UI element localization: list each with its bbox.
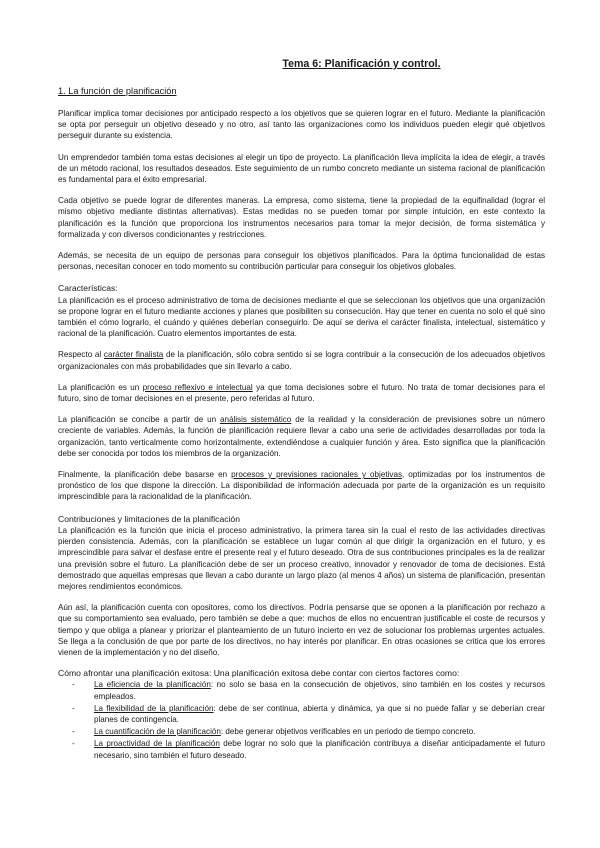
text-segment: : debe de ser continua, abierta y dinámica, ya que si no puede fallar y se deberían crear planes de contingencia. — [94, 703, 545, 724]
underlined-term: La flexibilidad de la planificación — [94, 703, 214, 713]
list-item — [94, 679, 545, 701]
list-item — [94, 726, 545, 737]
text-segment: Finalmente, la planificación debe basarse en — [58, 470, 232, 480]
text-segment: La planificación es un — [58, 382, 143, 392]
paragraph-caracter-finalista — [58, 349, 545, 371]
underlined-term: carácter finalista — [103, 350, 164, 360]
paragraph-emprendedor: Un emprendedor también toma estas decisiones al elegir un tipo de proyecto. La planificación lleva implícita la idea de elegir, a través de un método racional, los resultados deseados. Este seguimiento de un rumbo concreto mediante un sistema racional de planificación es fundamental para el éxito empresarial. — [58, 152, 545, 185]
characteristics-heading: Características: — [58, 283, 118, 294]
paragraph-planificar: Planificar implica tomar decisiones por anticipado respecto a los objetivos que se quieren lograr en el futuro. Mediante la planificación se opta por perseguir un objetivo deseado y no otro, así tanto las organizaciones como los individuos pueden elegir qué objetivos perseguir durante su existencia. — [58, 109, 545, 141]
paragraph-equifinalidad: Cada objetivo se puede lograr de diferentes maneras. La empresa, como sistema, tiene la propiedad de la equifinalidad (lograr el mismo objetivo mediante distintas alternativas). Estas medidas no se pueden tomar por simple intuición, en este contexto la planificación es la función que proporciona los instrumentos necesarios para tomar la mejor decisión, de forma sistemática y formalizada y con diversos condicionantes y restricciones. — [58, 196, 545, 239]
underlined-term: La cuantificación de la planificación — [94, 727, 221, 737]
text-segment: ya que toma decisiones sobre el futuro. No trata de tomar decisiones para el futuro, sino de tomar decisiones en el presente, pero referidas al futuro. — [58, 382, 545, 404]
contributions-heading: Contribuciones y limitaciones de la planificación — [58, 513, 240, 524]
text-segment: : debe generar objetivos verificables en un periodo de tiempo concreto. — [220, 727, 476, 737]
page-title: Tema 6: Planificación y control. — [282, 58, 441, 70]
list-item — [94, 738, 545, 760]
text-segment: de la realidad y la consideración de previsiones sobre un número creciente de variables. Además, la función de planificación requiere llevar a cabo una serie de actividades desarrolladas por toda la organización, tanto verticalmente como horizontalmente, extendiéndose a cualquier función y área. Esto significa que la planificación debe ser conocida por todos los miembros de la organización. — [58, 415, 545, 458]
paragraph-opositores: Aún así, la planificación cuenta con opositores, como los directivos. Podría pensarse que se oponen a la planificación por rechazo a que su comportamiento sea evaluado, pero también se debe a que: muchos de ellos no encuentran justificable el coste de recursos y tiempo y que obliga a planear y priorizar el planteamiento de un futuro incierto en vez de solucionar los problemas urgentes actuales. Se llega a la conclusión de que por parte de los directivos, no hay interés por planificar. En otras ocasiones se critica que los errores vienen de la implementación y no del diseño. — [58, 603, 545, 657]
underlined-term: proceso reflexivo e intelectual — [142, 382, 253, 392]
text-segment: : no solo se basa en la consecución de objetivos, sino también en los costes y recursos empleados. — [94, 680, 545, 701]
text-segment: de la planificación, sólo cobra sentido si se logra contribuir a la consecución de los adecuados objetivos organizacionales con más probabilidades que sin llevarlo a cabo. — [58, 350, 545, 371]
text-segment: Respecto al — [58, 350, 104, 360]
text-segment: La planificación se concibe a partir de un — [58, 415, 220, 425]
underlined-term: procesos y previsiones racionales y objetivas — [231, 470, 402, 480]
text-segment: , optimizadas por los instrumentos de pronóstico de los que dispone la dirección. La disponibilidad de información adecuada por parte de la organización es un requisito imprescindible para la racionalidad de la planificación. — [58, 470, 545, 502]
underlined-term: La proactividad de la planificación — [94, 739, 220, 749]
paragraph-caracteristicas: La planificación es el proceso administrativo de toma de decisiones mediante el que se seleccionan los objetivos que una organización se propone lograr en el futuro mediante acciones y planes que posibiliten su consecución. Hay que tener en cuenta no solo el qué sino también el cómo lograrlo, el cuándo y quiénes deberían conseguirlo. De aquí se deriva el carácter finalista, intelectual, sistemático y racional de la planificación. Cuatro elementos importantes de esta. — [58, 295, 545, 339]
paragraph-equipo: Además, se necesita de un equipo de personas para conseguir los objetivos planificados. Para la óptima funcionalidad de estas personas, necesitan conocer en todo momento su contribución particular para conseguir los objetivos globales. — [58, 251, 545, 272]
factors-list — [58, 679, 545, 760]
underlined-term: análisis sistemático — [219, 415, 292, 425]
list-item — [94, 703, 545, 725]
paragraph-contribuciones: La planificación es la función que inicia el proceso administrativo, la primera tarea sin la cual el resto de las actividades directivas pierden consistencia. Además, con la planificación se establece un lugar común al que dirigir la organización en el futuro, y es imprescindible para salvar el desfase entre el presente real y el futuro deseado. Otra de sus contribuciones principales es la de realizar una previsión sobre el futuro. La planificación debe de ser un proceso creativo, innovador y renovador de toma de decisiones. Está demostrado que aquellas empresas que llevan a cabo durante un largo plazo (al menos 4 años) un sistema de planificación, presentan mejores rendimientos económicos. — [58, 525, 545, 591]
exitosa-intro: Cómo afrontar una planificación exitosa: Una planificación exitosa debe contar con ciertos factores como: — [58, 668, 460, 679]
section-heading: 1. La función de planificación — [58, 86, 177, 96]
text-segment: debe lograr no solo que la planificación contribuya a diseñar anticipadamente el futuro necesario, sino también el futuro deseado. — [94, 739, 545, 760]
underlined-term: La eficiencia de la planificación — [94, 680, 211, 690]
paragraph-proceso-reflexivo — [58, 382, 545, 404]
paragraph-analisis-sistematico — [58, 414, 545, 459]
paragraph-procesos-racionales — [58, 469, 545, 503]
